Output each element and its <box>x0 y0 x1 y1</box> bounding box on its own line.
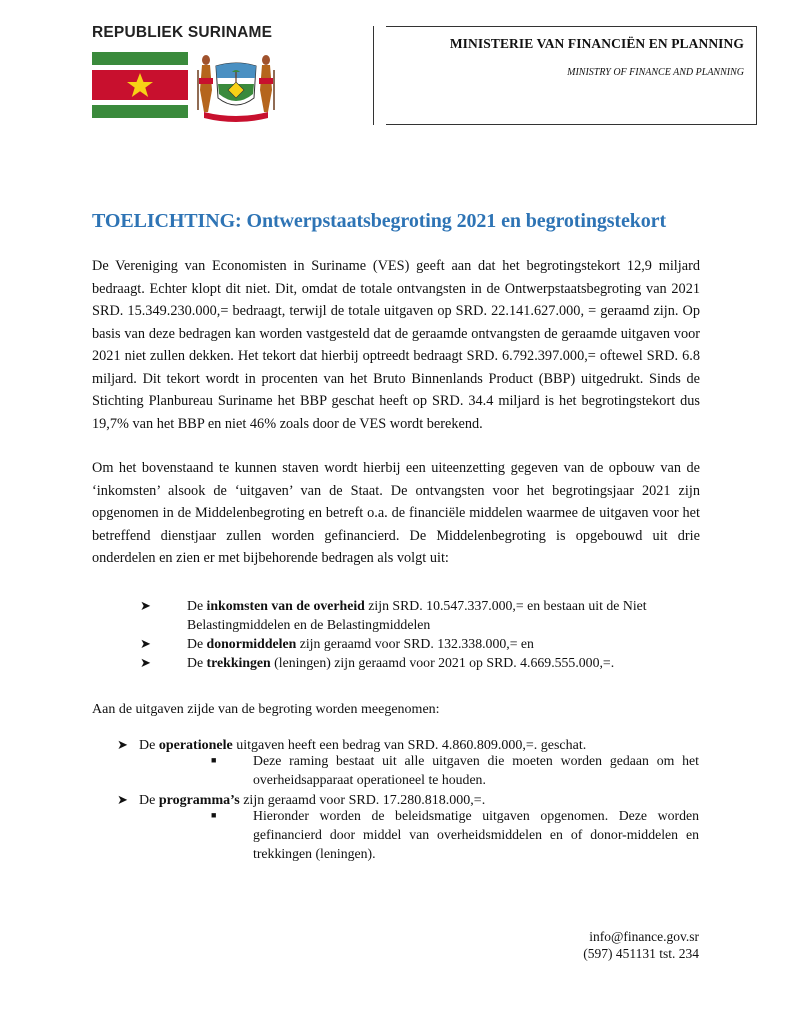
income-list <box>140 596 700 672</box>
expense-item-post: zijn geraamd voor SRD. 17.280.818.000,=. <box>239 793 486 808</box>
expense-item-bold: operationele <box>158 738 233 753</box>
ministry-box-divider <box>373 26 374 125</box>
income-item <box>140 653 700 672</box>
paragraph-2: Om het bovenstaand te kunnen staven wordt hierbij een uiteenzetting gegeven van de opbouw van de ‘inkomsten’ alsook de ‘uitgaven’ van de Staat. De ontvangsten voor het begrotingsjaar 2021 zijn opgenomen in de Middelenbegroting en betreft o.a. de financiële middelen waarmee de uitgaven voor het betreffend dienstjaar zullen worden gefinancierd. De Middelenbegroting is opgebouwd uit drie onderdelen en zien er met bijbehorende bedragen als volgt uit: <box>92 460 700 566</box>
income-item-post: (leningen) zijn geraamd voor 2021 op SRD. 4.669.555.000,=. <box>270 655 615 670</box>
contact-block <box>583 928 699 962</box>
contact-email[interactable]: info@finance.gov.sr <box>589 929 699 944</box>
income-item-bold: donormiddelen <box>206 636 297 651</box>
arrow-bullet-icon: ➤ <box>140 655 151 670</box>
expense-subitem-text: Deze raming bestaat uit alle uitgaven die moeten worden gedaan om het overheidsapparaat operationeel te houden. <box>253 753 699 787</box>
income-item-bold: trekkingen <box>206 655 271 670</box>
suriname-flag <box>92 52 188 118</box>
ministry-box <box>386 26 757 125</box>
income-item <box>140 634 700 653</box>
income-item-pre: De <box>187 636 207 651</box>
income-item <box>140 596 700 634</box>
expense-item-pre: De <box>139 738 159 753</box>
ministry-name-nl: MINISTERIE VAN FINANCIËN EN PLANNING <box>449 36 744 51</box>
expense-subitem <box>211 751 699 789</box>
square-bullet-icon: ■ <box>211 810 217 820</box>
arrow-bullet-icon: ➤ <box>117 737 128 752</box>
expenses-intro: Aan de uitgaven zijde van de begroting worden meegenomen: <box>92 702 440 717</box>
square-bullet-icon: ■ <box>211 755 217 765</box>
income-item-post: zijn geraamd voor SRD. 132.338.000,= en <box>296 636 534 651</box>
expense-item-post: uitgaven heeft een bedrag van SRD. 4.860.809.000,=. geschat. <box>232 738 587 753</box>
coat-of-arms <box>194 50 278 122</box>
expense-item-pre: De <box>139 793 159 808</box>
paragraph-1: De Vereniging van Economisten in Suriname (VES) geeft aan dat het begrotingstekort 12,9 miljard bedraagt. Echter klopt dit niet. Dit, omdat de totale ontvangsten in de Ontwerpstaatsbegroting van 2021 SRD. 15.349.230.000,= bedraagt, terwijl de totale uitgaven op SRD. 22.141.627.000, = geraamd zijn. Op basis van deze bedragen kan worden vastgesteld dat de geraamde ontvangsten de geraamde uitgaven voor 2021 niet zullen dekken. Het tekort dat hierbij optreedt bedraagt SRD. 6.792.397.000,= oftewel SRD. 6.8 miljard. Dit tekort wordt in procenten van het Bruto Binnenlands Product (BBP) uitgedrukt. Sinds de Stichting Planbureau Suriname het BBP geschat heeft op SRD. 34.4 miljard is het begrotingstekort dus 19,7% van het BBP en niet 46% zoals door de VES wordt berekend. <box>92 258 700 432</box>
expense-subitem-text: Hieronder worden de beleidsmatige uitgaven opgenomen. Deze worden gefinancierd door middel van overheidsmiddelen en of donor-middelen en trekkingen (leningen). <box>253 808 699 861</box>
ministry-name-en: MINISTRY OF FINANCE AND PLANNING <box>567 67 744 78</box>
arrow-bullet-icon: ➤ <box>140 636 151 651</box>
arrow-bullet-icon: ➤ <box>117 792 128 807</box>
income-item-pre: De <box>187 655 207 670</box>
document-title: TOELICHTING: Ontwerpstaatsbegroting 2021 en begrotingstekort <box>92 210 667 232</box>
country-name: REPUBLIEK SURINAME <box>92 24 273 41</box>
arrow-bullet-icon: ➤ <box>140 598 151 613</box>
expense-item-bold: programma’s <box>158 793 240 808</box>
expense-subitem <box>211 806 699 863</box>
income-item-post: zijn SRD. 10.547.337.000,= en bestaan uit de Niet Belastingmiddelen en de Belastingmiddelen <box>187 598 647 632</box>
income-item-bold: inkomsten van de overheid <box>206 598 365 613</box>
contact-phone: (597) 451131 tst. 234 <box>583 946 699 961</box>
income-item-pre: De <box>187 598 207 613</box>
